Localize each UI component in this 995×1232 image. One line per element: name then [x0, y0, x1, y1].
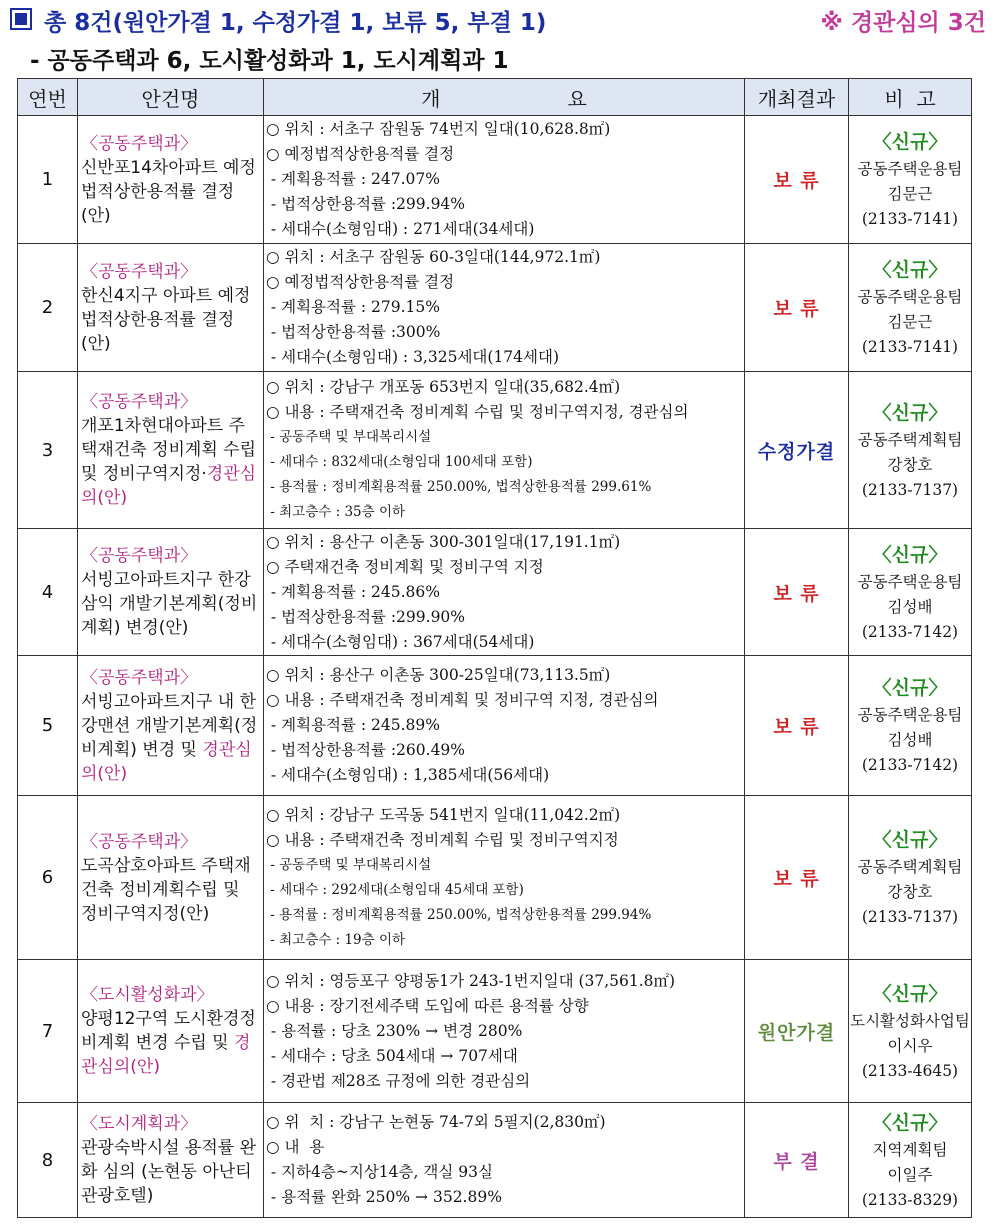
agenda-title-cell [78, 116, 264, 244]
result-badge: 보 류 [745, 116, 849, 244]
summary-line: ○ 위치 : 서초구 잠원동 74번지 일대(10,628.8㎡) [266, 120, 611, 138]
result-badge: 보 류 [745, 656, 849, 796]
summary-cell [264, 372, 745, 529]
agenda-table [17, 78, 972, 1218]
summary-cell [264, 960, 745, 1103]
summary-text: 총 8건(원안가결 1, 수정가결 1, 보류 5, 부결 1) [44, 10, 547, 36]
summary-cell [264, 656, 745, 796]
team-name: 도시활성화사업팀 [850, 1011, 970, 1030]
agenda-title: 양평12구역 도시환경정비계획 변경 수립 및 [81, 1009, 256, 1053]
col-header-no: 연번 [18, 79, 78, 116]
contact-phone: (2133-7142) [861, 756, 959, 774]
agenda-title-cell [78, 529, 264, 656]
contact-person: 김문근 [887, 185, 933, 203]
summary-line: ○ 위치 : 강남구 도곡동 541번지 일대(11,042.2㎡) [266, 805, 621, 824]
table-header-row [18, 79, 972, 116]
result-badge: 보 류 [745, 529, 849, 656]
contact-person: 김성배 [887, 731, 933, 749]
new-tag: 〈신규〉 [872, 677, 948, 699]
landscape-review-label: 경관심의(안) [81, 464, 257, 508]
team-name: 지역계획팀 [872, 1140, 948, 1159]
summary-line: ○ 내용 : 주택재건축 정비계획 및 정비구역 지정, 경관심의 [266, 691, 659, 709]
summary-line: ○ 예정법적상한용적률 결정 [266, 273, 455, 291]
summary-line: - 세대수 : 당초 504세대 → 707세대 [266, 1046, 518, 1065]
team-name: 공동주택계획팀 [857, 858, 963, 876]
contact-phone: (2133-4645) [861, 1061, 959, 1080]
col-header-summary: 개 요 [264, 79, 745, 116]
summary-line: - 최고층수 : 19층 이하 [266, 931, 406, 948]
summary-line: ○ 내 용 [266, 1138, 325, 1156]
summary-line: - 법적상한용적률 :299.94% [266, 195, 466, 213]
summary-line: - 세대수(소형임대) : 3,325세대(174세대) [266, 348, 560, 366]
summary-line: ○ 예정법적상한용적률 결정 [266, 145, 455, 163]
table-row [18, 796, 972, 960]
summary-line: - 공동주택 및 부대복리시설 [266, 429, 432, 445]
agenda-title-cell [78, 372, 264, 529]
note-cell [849, 244, 972, 372]
summary-header [10, 4, 990, 38]
result-badge: 수정가결 [745, 372, 849, 529]
contact-phone: (2133-7141) [861, 210, 959, 228]
department-label: 〈공동주택과〉 [81, 392, 198, 412]
department-label: 〈공동주택과〉 [81, 831, 198, 852]
summary-cell [264, 1103, 745, 1218]
summary-line: ○ 위치 : 강남구 개포동 653번지 일대(35,682.4㎡) [266, 378, 621, 396]
result-badge: 원안가결 [745, 960, 849, 1103]
department-label: 〈공동주택과〉 [81, 261, 198, 282]
department-breakdown: - 공동주택과 6, 도시활성화과 1, 도시계획과 1 [30, 48, 509, 74]
agenda-title: 서빙고아파트지구 한강삼익 개발기본계획(정비계획) 변경(안) [81, 570, 258, 638]
agenda-title-cell [78, 656, 264, 796]
team-name: 공동주택운용팀 [857, 572, 963, 591]
agenda-title: 도곡삼호아파트 주택재건축 정비계획수립 및 정비구역지정(안) [81, 855, 251, 924]
team-name: 공동주택운용팀 [857, 706, 963, 724]
table-row [18, 960, 972, 1103]
new-tag: 〈신규〉 [872, 259, 948, 281]
summary-cell [264, 116, 745, 244]
contact-person: 강창호 [887, 883, 933, 901]
col-header-result: 개최결과 [745, 79, 849, 116]
agenda-title: 개포1차현대아파트 주택재건축 정비계획 수립 및 정비구역지정· [81, 416, 257, 484]
team-name: 공동주택계획팀 [857, 430, 963, 449]
landscape-review-label: 경관심의(안) [81, 739, 252, 784]
summary-line: - 세대수 : 832세대(소형임대 100세대 포함) [266, 454, 533, 470]
summary-line: - 계획용적률 : 247.07% [266, 170, 440, 188]
table-row [18, 244, 972, 372]
table-row [18, 372, 972, 529]
agenda-title: 한신4지구 아파트 예정법적상한용적률 결정(안) [81, 285, 251, 354]
note-cell [849, 960, 972, 1103]
note-cell [849, 796, 972, 960]
contact-person: 강창호 [887, 455, 933, 474]
note-cell [849, 116, 972, 244]
summary-line: - 세대수(소형임대) : 1,385세대(56세대) [266, 766, 550, 784]
agenda-title-cell [78, 796, 264, 960]
new-tag: 〈신규〉 [872, 1111, 948, 1134]
landscape-review-label: 경관심의(안) [81, 1033, 251, 1077]
summary-line: - 법적상한용적률 :260.49% [266, 741, 466, 759]
team-name: 공동주택운용팀 [857, 288, 963, 306]
row-number: 2 [18, 244, 78, 372]
summary-line: - 세대수(소형임대) : 271세대(34세대) [266, 220, 535, 238]
col-header-title: 안건명 [78, 79, 264, 116]
new-tag: 〈신규〉 [872, 982, 948, 1005]
summary-line: ○ 위치 : 용산구 이촌동 300-301일대(17,191.1㎡) [266, 532, 621, 551]
new-tag: 〈신규〉 [872, 543, 948, 566]
note-cell [849, 529, 972, 656]
table-row [18, 1103, 972, 1218]
new-tag: 〈신규〉 [872, 401, 948, 424]
row-number: 4 [18, 529, 78, 656]
department-label: 〈공동주택과〉 [81, 667, 198, 688]
table-row [18, 116, 972, 244]
summary-line: - 세대수 : 292세대(소형임대 45세대 포함) [266, 881, 524, 898]
summary-line: ○ 내용 : 장기전세주택 도입에 따른 용적률 상향 [266, 996, 589, 1015]
team-name: 공동주택운용팀 [857, 160, 963, 178]
summary-line: - 계획용적률 : 245.89% [266, 716, 440, 734]
contact-phone: (2133-7142) [861, 622, 959, 641]
row-number: 5 [18, 656, 78, 796]
row-number: 3 [18, 372, 78, 529]
col-header-note: 비 고 [849, 79, 972, 116]
result-badge: 부 결 [745, 1103, 849, 1218]
table-row [18, 529, 972, 656]
summary-line: - 계획용적률 : 279.15% [266, 298, 440, 316]
agenda-title-cell [78, 244, 264, 372]
department-label: 〈공동주택과〉 [81, 133, 198, 154]
table-row [18, 656, 972, 796]
summary-line: - 용적률 : 당초 230% → 변경 280% [266, 1021, 523, 1040]
summary-line: - 용적률 완화 250% → 352.89% [266, 1188, 502, 1206]
contact-phone: (2133-8329) [861, 1190, 959, 1209]
contact-person: 이시우 [887, 1036, 933, 1055]
agenda-title: 신반포14차아파트 예정법적상한용적률 결정(안) [81, 157, 256, 226]
summary-line: ○ 내용 : 주택재건축 정비계획 수립 및 정비구역지정, 경관심의 [266, 403, 689, 421]
agenda-title: 서빙고아파트지구 내 한강맨션 개발기본계획(정비계획) 변경 및 [81, 691, 258, 760]
note-cell [849, 372, 972, 529]
summary-cell [264, 796, 745, 960]
summary-line: - 법적상한용적률 :299.90% [266, 607, 466, 626]
row-number: 6 [18, 796, 78, 960]
summary-line: - 지하4층~지상14층, 객실 93실 [266, 1163, 493, 1181]
summary-line: - 최고층수 : 35층 이하 [266, 504, 406, 520]
square-bullet-icon [10, 8, 32, 30]
summary-line: - 세대수(소형임대) : 367세대(54세대) [266, 632, 535, 651]
summary-line: - 용적률 : 정비계획용적률 250.00%, 법적상한용적률 299.94% [266, 906, 652, 923]
review-count: ※ 경관심의 3건 [820, 10, 986, 36]
department-label: 〈공동주택과〉 [81, 546, 198, 566]
contact-person: 김성배 [887, 597, 933, 616]
agenda-title-cell [78, 1103, 264, 1218]
result-badge: 보 류 [745, 796, 849, 960]
department-label: 〈도시계획과〉 [81, 1114, 198, 1134]
summary-line: ○ 주택재건축 정비계획 및 정비구역 지정 [266, 557, 544, 576]
note-cell [849, 1103, 972, 1218]
note-cell [849, 656, 972, 796]
summary-line: ○ 위치 : 용산구 이촌동 300-25일대(73,113.5㎡) [266, 666, 611, 684]
contact-phone: (2133-7137) [861, 908, 959, 926]
summary-cell [264, 529, 745, 656]
summary-line: - 용적률 : 정비계획용적률 250.00%, 법적상한용적률 299.61% [266, 479, 652, 495]
contact-phone: (2133-7141) [861, 338, 959, 356]
contact-person: 이일주 [887, 1165, 933, 1184]
row-number: 1 [18, 116, 78, 244]
summary-line: ○ 위 치 : 강남구 논현동 74-7외 5필지(2,830㎡) [266, 1113, 606, 1131]
contact-phone: (2133-7137) [861, 480, 959, 499]
new-tag: 〈신규〉 [872, 131, 948, 153]
summary-line: ○ 위치 : 영등포구 양평동1가 243-1번지일대 (37,561.8㎡) [266, 971, 676, 990]
summary-line: ○ 위치 : 서초구 잠원동 60-3일대(144,972.1㎡) [266, 248, 601, 266]
summary-line: - 계획용적률 : 245.86% [266, 582, 440, 601]
new-tag: 〈신규〉 [872, 829, 948, 851]
row-number: 7 [18, 960, 78, 1103]
summary-line: ○ 내용 : 주택재건축 정비계획 수립 및 정비구역지정 [266, 830, 619, 849]
summary-line: - 법적상한용적률 :300% [266, 323, 441, 341]
summary-line: - 공동주택 및 부대복리시설 [266, 856, 432, 873]
department-label: 〈도시활성화과〉 [81, 985, 214, 1005]
contact-person: 김문근 [887, 313, 933, 331]
row-number: 8 [18, 1103, 78, 1218]
agenda-title-cell [78, 960, 264, 1103]
summary-line: - 경관법 제28조 규정에 의한 경관심의 [266, 1071, 531, 1090]
result-badge: 보 류 [745, 244, 849, 372]
summary-cell [264, 244, 745, 372]
agenda-title: 관광숙박시설 용적률 완화 심의 (논현동 아난티 관광호텔) [81, 1138, 257, 1206]
